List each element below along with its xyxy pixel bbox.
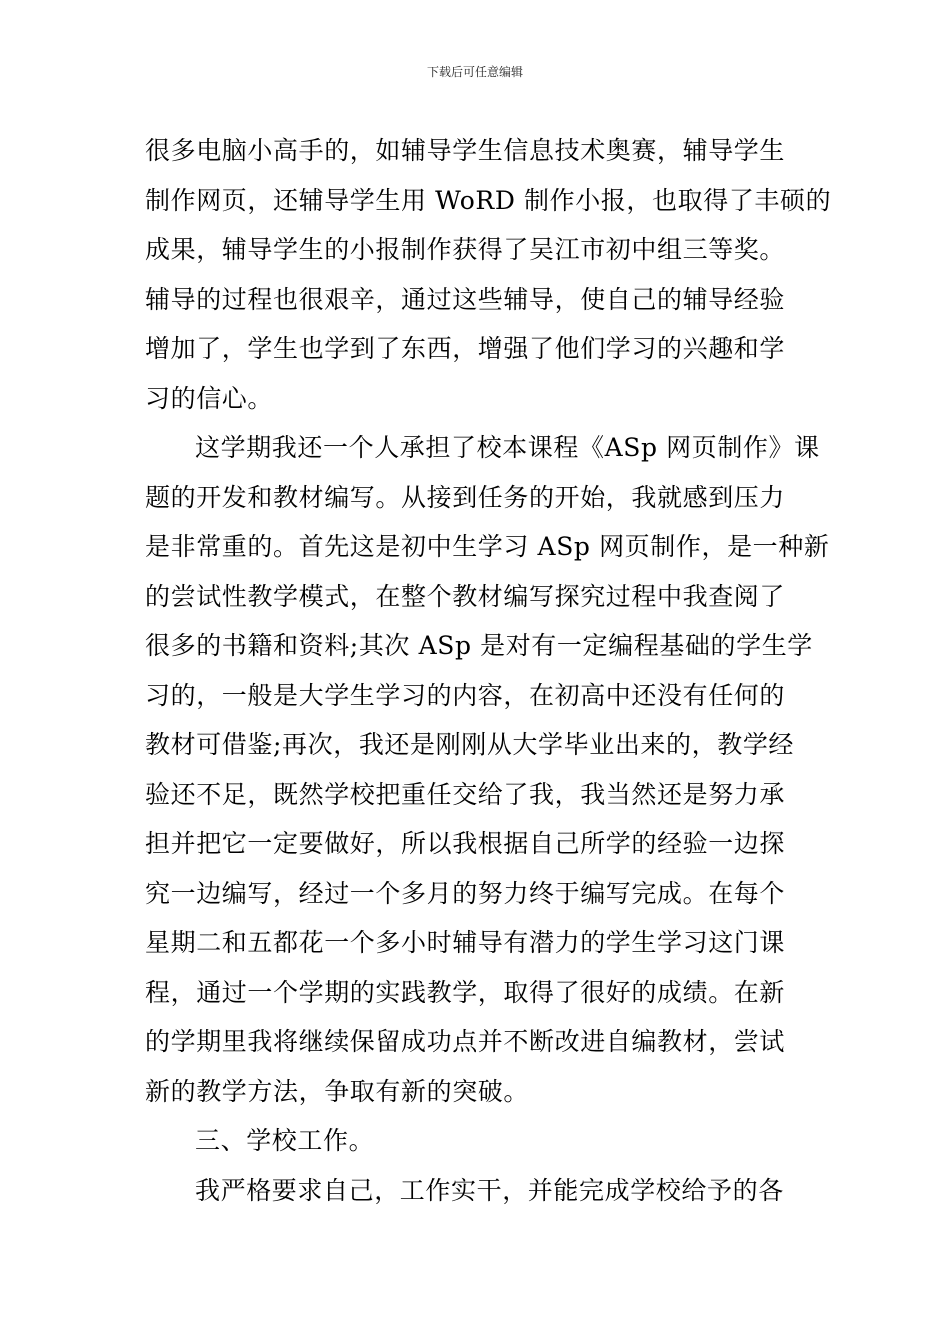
paragraph-start-line: 我严格要求自己，工作实干，并能完成学校给予的各: [195, 1175, 784, 1205]
text-line: 程，通过一个学期的实践教学，取得了很好的成绩。在新: [145, 977, 786, 1007]
text-line: 教材可借鉴;再次，我还是刚刚从大学毕业出来的，教学经: [145, 730, 795, 759]
text-line: 究一边编写，经过一个多月的努力终于编写完成。在每个: [145, 878, 786, 908]
text-line: 新的教学方法，争取有新的突破。: [145, 1076, 530, 1106]
text-line: 制作网页，还辅导学生用 WoRD 制作小报，也取得了丰硕的: [145, 185, 832, 215]
page-header: 下载后可任意编辑: [426, 65, 523, 79]
text-line: 很多电脑小高手的，如辅导学生信息技术奥赛，辅导学生: [145, 136, 786, 165]
text-line: 习的信心。: [145, 383, 274, 413]
text-line: 习的，一般是大学生学习的内容，在初高中还没有任何的: [145, 680, 786, 710]
document-body: [145, 126, 832, 1215]
text-line: 星期二和五都花一个多小时辅导有潜力的学生学习这门课: [145, 928, 786, 957]
text-line: 的尝试性教学模式，在整个教材编写探究过程中我查阅了: [145, 581, 786, 611]
section-heading: 三、学校工作。: [195, 1126, 375, 1155]
text-line: 成果，辅导学生的小报制作获得了吴江市初中组三等奖。: [145, 235, 786, 264]
text-line: 题的开发和教材编写。从接到任务的开始，我就感到压力: [145, 482, 786, 512]
text-line: 担并把它一定要做好，所以我根据自己所学的经验一边探: [145, 829, 786, 858]
text-line: 增加了，学生也学到了东西，增强了他们学习的兴趣和学: [145, 334, 786, 363]
text-line: 辅导的过程也很艰辛，通过这些辅导，使自己的辅导经验: [145, 284, 786, 314]
text-line: 是非常重的。首先这是初中生学习 ASp 网页制作，是一种新: [145, 532, 830, 561]
text-line: 验还不足，既然学校把重任交给了我，我当然还是努力承: [145, 779, 786, 809]
paragraph-start-line: 这学期我还一个人承担了校本课程《ASp 网页制作》课: [195, 433, 820, 462]
text-line: 很多的书籍和资料;其次 ASp 是对有一定编程基础的学生学: [145, 631, 813, 660]
text-line: 的学期里我将继续保留成功点并不断改进自编教材，尝试: [145, 1027, 786, 1056]
